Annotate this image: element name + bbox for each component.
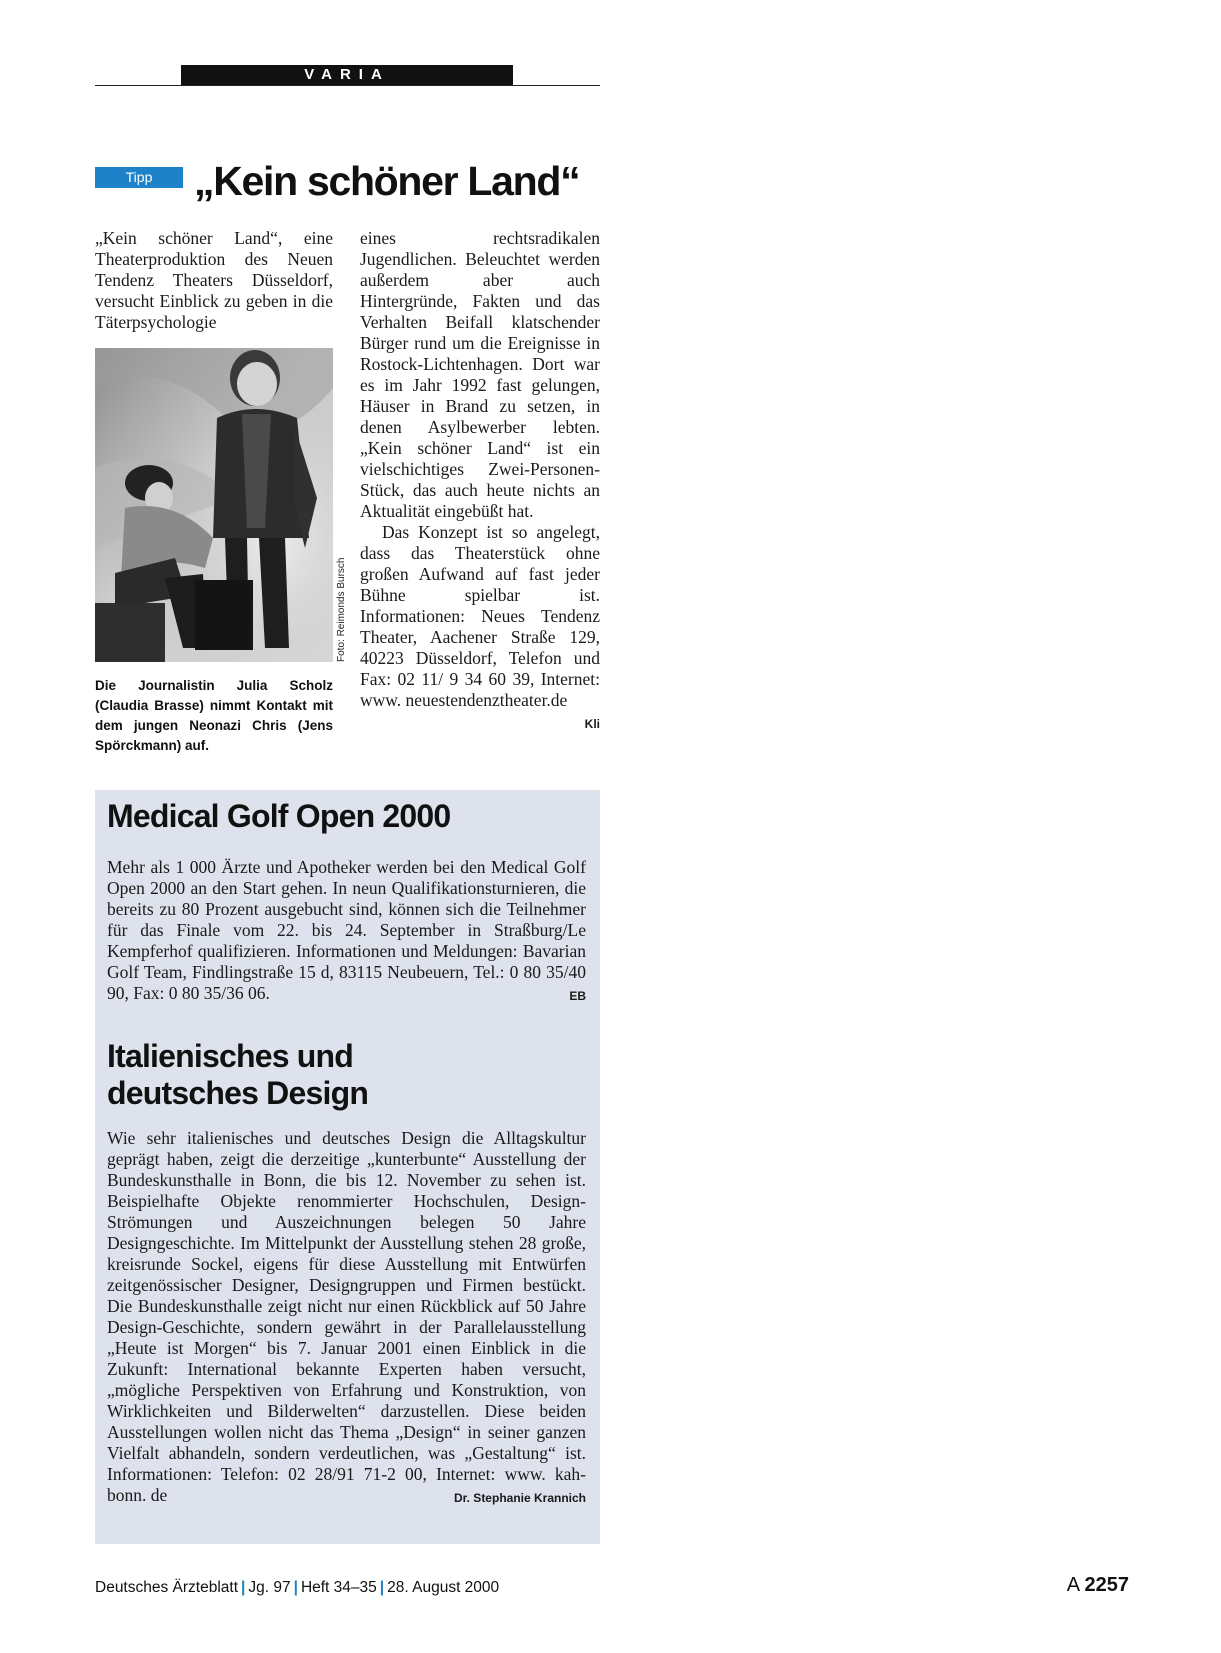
footer-separator: |: [379, 1579, 385, 1596]
journal-name: Deutsches Ärzteblatt: [95, 1579, 239, 1596]
article-column-2: [360, 228, 600, 735]
photo-credit: Foto: Reimonds Bursch: [336, 557, 347, 662]
article-column-1: [95, 228, 333, 333]
footer-separator: |: [241, 1579, 246, 1596]
page-prefix: A: [1066, 1574, 1079, 1596]
design-body: Wie sehr italienisches und deutsches Design die Alltagskultur geprägt haben, zeigt die derzeitige „kunterbunte“ Ausstellung der Bundeskunsthalle in Bonn, die bis 12. November zu sehen ist. Beispielhafte Objekte renommierter Hochschulen, Design-Strömungen und Auszeichnungen belegen 50 Jahre Designgeschichte. Im Mittelpunkt der Ausstellung stehen 28 große, kreisrunde Sockel, eigens für diese Ausstellung mit Entwürfen zeitgenössischer Designer, Designgruppen und Firmen bestückt. Die Bundeskunsthalle zeigt nicht nur einen Rückblick auf 50 Jahre Design-Geschichte, sondern gewährt in der Parallelausstellung „Heute ist Morgen“ bis 7. Januar 2001 einen Einblick in die Zukunft: International bekannte Experten haben versucht, „mögliche Perspektiven von Erfahrung und Konstruktion, von Wirklichkeiten und Bilderwelten“ darzustellen. Diese beiden Ausstellungen wollen nicht das Thema „Design“ in seiner ganzen Vielfalt abhandeln, sondern verdeutlichen, was „Gestaltung“ ist. Informationen: Telefon: 02 28/91 71-2 00, Internet: www. kah-bonn. de: [107, 1128, 586, 1505]
article-signature: Kli: [584, 717, 600, 731]
article-paragraph-2: [360, 522, 600, 731]
golf-signature: EB: [569, 989, 586, 1003]
photo-caption: Die Journalistin Julia Scholz (Claudia Brasse) nimmt Kontakt mit dem jungen Neonazi Chris (Jens Spörckmann) auf.: [95, 678, 333, 753]
design-title-line-2: deutsches Design: [107, 1075, 369, 1111]
page-number-value: 2257: [1084, 1574, 1129, 1596]
design-title-line-1: Italienisches und: [107, 1038, 354, 1074]
journal-volume: Jg. 97: [248, 1579, 291, 1596]
section-label: VARIA: [181, 65, 513, 85]
golf-title: Medical Golf Open 2000: [107, 798, 451, 834]
golf-article: [107, 857, 586, 1007]
page-number: [1067, 1574, 1129, 1597]
page-footer: [95, 1579, 499, 1597]
section-rule: [95, 85, 600, 86]
article-headline: „Kein schöner Land“: [194, 158, 580, 204]
article-intro-text: „Kein schöner Land“, eine Theaterproduktion des Neuen Tendenz Theaters Düsseldorf, versucht Einblick zu geben in die Täterpsychologie: [95, 228, 333, 332]
theater-photo-image: [95, 348, 333, 662]
journal-issue: Heft 34–35: [300, 1579, 377, 1596]
article-paragraph-2-text: Das Konzept ist so angelegt, dass das Theaterstück ohne großen Aufwand auf fast jeder Bühne spielbar ist. Informationen: Neues Tendenz Theater, Aachener Straße 129, 40223 Düsseldorf, Telefon und Fax: 02 11/ 9 34 60 39, Internet: www. neuestendenztheater.de: [360, 522, 600, 710]
footer-separator: |: [293, 1579, 298, 1596]
article-paragraph-1: eines rechtsradikalen Jugendlichen. Beleuchtet werden außerdem aber auch Hintergründe, Fakten und das Verhalten Beifall klatschender Bürger rund um die Ereignisse in Rostock-Lichtenhagen. Dort war es im Jahr 1992 fast gelungen, Häuser in Brand zu setzen, in denen Asylbewerber lebten. „Kein schöner Land“ ist ein vielschichtiges Zwei-Personen-Stück, das auch heute nichts an Aktualität eingebüßt hat.: [360, 228, 600, 521]
tipp-tag: Tipp: [95, 167, 183, 188]
design-article: [107, 1128, 586, 1509]
design-title: [107, 1038, 586, 1112]
theater-photo: [95, 348, 333, 662]
golf-body: Mehr als 1 000 Ärzte und Apotheker werden bei den Medical Golf Open 2000 an den Start gehen. In neun Qualifikationsturnieren, die bereits zu 80 Prozent ausgebucht sind, können sich die Teilnehmer für das Finale vom 22. bis 24. September in Straßburg/Le Kempferhof qualifizieren. Informationen und Meldungen: Bavarian Golf Team, Findlingstraße 15 d, 83115 Neubeuern, Tel.: 0 80 35/40 90, Fax: 0 80 35/36 06.: [107, 857, 586, 1003]
journal-date: 28. August 2000: [387, 1579, 500, 1596]
design-signature: Dr. Stephanie Krannich: [453, 1491, 586, 1505]
